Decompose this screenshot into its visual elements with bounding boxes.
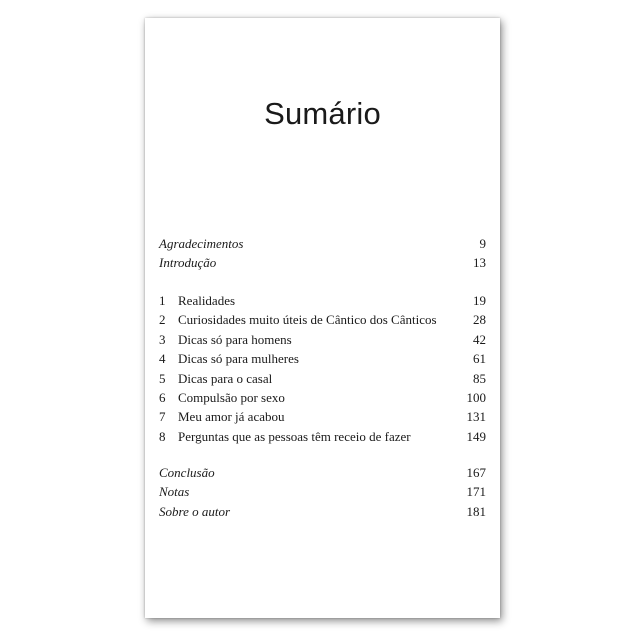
back-matter-list <box>159 463 486 521</box>
chapter-number: 2 <box>159 312 166 328</box>
chapter-number: 8 <box>159 428 166 444</box>
toc-chapter-6 <box>159 388 486 407</box>
chapter-page: 19 <box>473 293 486 308</box>
toc-entry-page: 171 <box>466 484 486 500</box>
chapter-title: Perguntas que as pessoas têm receio de fazer <box>178 428 411 444</box>
chapter-title: Curiosidades muito úteis de Cântico dos Cânticos <box>178 312 437 328</box>
chapter-title: Dicas só para homens <box>178 331 292 347</box>
toc-chapter-5 <box>159 369 486 388</box>
chapter-number: 1 <box>159 293 166 308</box>
chapter-page: 42 <box>473 331 486 347</box>
chapter-number: 7 <box>159 409 166 425</box>
toc-entry-acknowledgements <box>159 234 486 253</box>
toc-entry-page: 167 <box>466 465 486 480</box>
book-page <box>145 18 500 618</box>
toc-entry-page: 13 <box>473 255 486 271</box>
chapter-title: Meu amor já acabou <box>178 409 285 425</box>
toc-entry-label: Agradecimentos <box>159 236 244 251</box>
toc-entry-introduction <box>159 253 486 272</box>
toc-chapter-1 <box>159 291 486 310</box>
toc-entry-page: 181 <box>466 503 486 519</box>
toc-entry-notes <box>159 482 486 501</box>
front-matter-list <box>159 234 486 273</box>
chapter-list <box>159 291 486 446</box>
toc-chapter-3 <box>159 330 486 349</box>
chapter-page: 149 <box>466 428 486 444</box>
toc-chapter-8 <box>159 427 486 446</box>
chapter-title: Dicas só para mulheres <box>178 351 299 367</box>
toc-entry-conclusion <box>159 463 486 482</box>
chapter-page: 61 <box>473 351 486 367</box>
toc-chapter-2 <box>159 310 486 329</box>
chapter-title: Realidades <box>178 293 236 308</box>
toc-entry-label: Conclusão <box>159 465 215 480</box>
toc-entry-label: Sobre o autor <box>159 503 231 519</box>
chapter-number: 5 <box>159 370 166 386</box>
chapter-page: 85 <box>473 370 486 386</box>
toc-entry-about-author <box>159 502 486 521</box>
chapter-title: Compulsão por sexo <box>178 389 285 405</box>
chapter-page: 28 <box>473 312 486 328</box>
chapter-number: 3 <box>159 331 166 347</box>
toc-entry-label: Notas <box>159 484 190 500</box>
toc-entry-label: Introdução <box>159 255 217 271</box>
toc-chapter-7 <box>159 407 486 426</box>
toc-entry-page: 9 <box>479 236 486 251</box>
chapter-page: 100 <box>466 389 486 405</box>
chapter-number: 4 <box>159 351 166 367</box>
chapter-title: Dicas para o casal <box>178 370 273 386</box>
chapter-number: 6 <box>159 389 166 405</box>
page-title: Sumário <box>264 96 381 131</box>
chapter-page: 131 <box>466 409 486 425</box>
toc-chapter-4 <box>159 349 486 368</box>
